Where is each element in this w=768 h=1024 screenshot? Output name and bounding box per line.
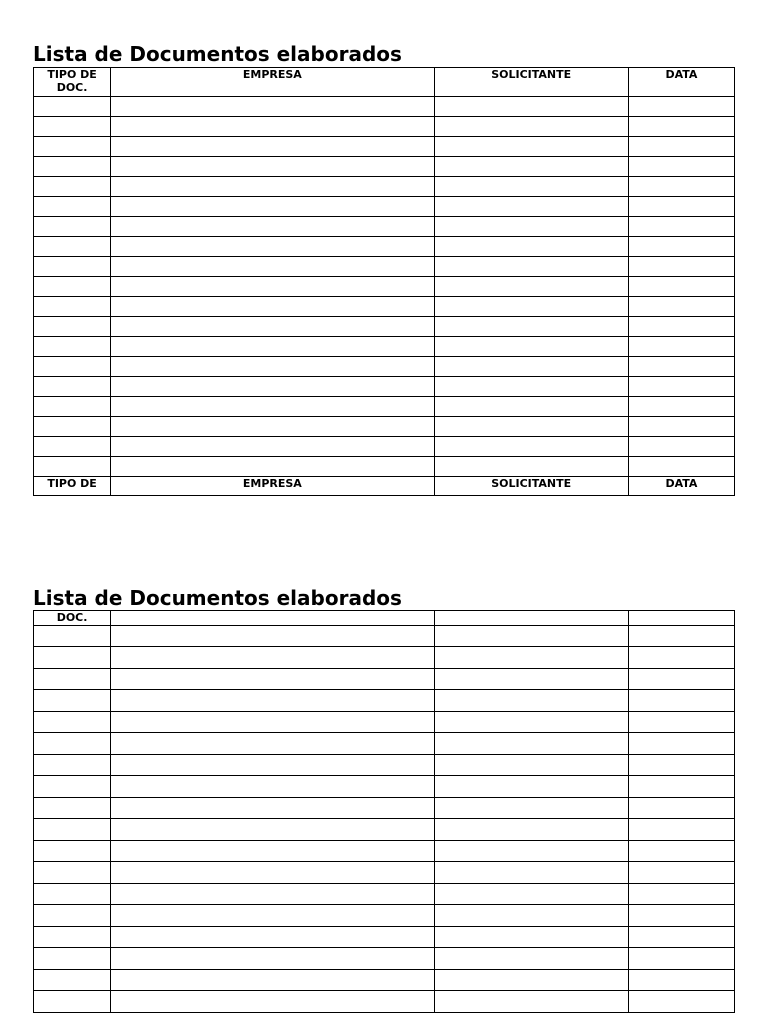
table-row xyxy=(34,991,735,1013)
cell-empresa[interactable] xyxy=(111,841,434,862)
cell-tipo[interactable] xyxy=(34,712,111,733)
cell-empresa[interactable] xyxy=(111,884,434,905)
cell-tipo[interactable] xyxy=(34,798,111,819)
cell-solicitante[interactable] xyxy=(434,297,628,317)
cell-solicitante[interactable] xyxy=(434,690,628,712)
cell-solicitante[interactable] xyxy=(434,357,628,377)
cell-empresa[interactable] xyxy=(111,297,434,317)
cell-solicitante[interactable] xyxy=(434,277,628,297)
cell-empresa[interactable] xyxy=(111,277,434,297)
cell-data[interactable] xyxy=(628,712,734,733)
cell-empresa[interactable] xyxy=(111,626,434,647)
table-row xyxy=(34,862,735,884)
cell-data[interactable] xyxy=(628,337,734,357)
table-row xyxy=(34,905,735,927)
cell-empresa[interactable] xyxy=(111,137,434,157)
table-row xyxy=(34,197,735,217)
table-row xyxy=(34,337,735,357)
table-row xyxy=(34,776,735,798)
cell-solicitante[interactable] xyxy=(434,377,628,397)
cell-data[interactable] xyxy=(628,457,734,477)
column-header-data xyxy=(628,611,734,626)
cell-data[interactable] xyxy=(628,755,734,776)
cell-empresa[interactable] xyxy=(111,117,434,137)
cell-tipo[interactable] xyxy=(34,841,111,862)
cell-empresa[interactable] xyxy=(111,776,434,798)
cell-solicitante[interactable] xyxy=(434,97,628,117)
cell-data[interactable] xyxy=(628,970,734,991)
cell-solicitante[interactable] xyxy=(434,970,628,991)
cell-tipo[interactable] xyxy=(34,819,111,841)
cell-solicitante[interactable] xyxy=(434,948,628,970)
table-row xyxy=(34,690,735,712)
cell-solicitante[interactable] xyxy=(434,669,628,690)
cell-empresa[interactable] xyxy=(111,197,434,217)
cell-tipo[interactable] xyxy=(34,927,111,948)
table-row xyxy=(34,948,735,970)
cell-empresa[interactable] xyxy=(111,755,434,776)
cell-empresa[interactable] xyxy=(111,927,434,948)
cell-tipo[interactable] xyxy=(34,337,111,357)
cell-tipo[interactable] xyxy=(34,277,111,297)
table-row xyxy=(34,237,735,257)
table-row xyxy=(34,357,735,377)
cell-solicitante[interactable] xyxy=(434,417,628,437)
cell-tipo[interactable] xyxy=(34,991,111,1013)
cell-empresa[interactable] xyxy=(111,991,434,1013)
cell-tipo[interactable] xyxy=(34,733,111,755)
cell-tipo[interactable] xyxy=(34,397,111,417)
cell-tipo[interactable] xyxy=(34,377,111,397)
cell-tipo[interactable] xyxy=(34,197,111,217)
cell-data[interactable] xyxy=(628,177,734,197)
cell-empresa[interactable] xyxy=(111,437,434,457)
cell-data[interactable] xyxy=(628,884,734,905)
table-row xyxy=(34,755,735,776)
cell-solicitante[interactable] xyxy=(434,712,628,733)
cell-data[interactable] xyxy=(628,647,734,669)
table-row xyxy=(34,733,735,755)
cell-data[interactable] xyxy=(628,819,734,841)
cell-tipo[interactable] xyxy=(34,755,111,776)
cell-solicitante[interactable] xyxy=(434,862,628,884)
cell-solicitante[interactable] xyxy=(434,337,628,357)
table-row xyxy=(34,97,735,117)
cell-empresa[interactable] xyxy=(111,862,434,884)
cell-tipo[interactable] xyxy=(34,137,111,157)
cell-tipo[interactable] xyxy=(34,117,111,137)
cell-empresa[interactable] xyxy=(111,217,434,237)
table-row xyxy=(34,798,735,819)
cell-tipo[interactable] xyxy=(34,647,111,669)
cell-empresa[interactable] xyxy=(111,317,434,337)
cell-empresa[interactable] xyxy=(111,733,434,755)
cell-empresa[interactable] xyxy=(111,647,434,669)
cell-empresa[interactable] xyxy=(111,712,434,733)
table-row xyxy=(34,257,735,277)
cell-tipo[interactable] xyxy=(34,690,111,712)
cell-data[interactable] xyxy=(628,237,734,257)
cell-solicitante[interactable] xyxy=(434,819,628,841)
cell-solicitante[interactable] xyxy=(434,905,628,927)
cell-tipo[interactable] xyxy=(34,297,111,317)
cell-empresa[interactable] xyxy=(111,457,434,477)
cell-solicitante[interactable] xyxy=(434,177,628,197)
page-title: Lista de Documentos elaborados xyxy=(33,586,402,610)
cell-tipo[interactable] xyxy=(34,257,111,277)
cell-empresa[interactable] xyxy=(111,337,434,357)
column-header-data: DATA xyxy=(628,477,734,496)
cell-empresa[interactable] xyxy=(111,237,434,257)
table-row xyxy=(34,819,735,841)
cell-empresa[interactable] xyxy=(111,177,434,197)
cell-tipo[interactable] xyxy=(34,669,111,690)
column-header-tipo: DOC. xyxy=(34,611,111,626)
cell-data[interactable] xyxy=(628,733,734,755)
cell-data[interactable] xyxy=(628,397,734,417)
cell-tipo[interactable] xyxy=(34,217,111,237)
cell-solicitante[interactable] xyxy=(434,237,628,257)
cell-solicitante[interactable] xyxy=(434,217,628,237)
cell-solicitante[interactable] xyxy=(434,733,628,755)
table-row xyxy=(34,177,735,197)
cell-tipo[interactable] xyxy=(34,905,111,927)
cell-data[interactable] xyxy=(628,927,734,948)
cell-data[interactable] xyxy=(628,669,734,690)
table-row xyxy=(34,117,735,137)
column-header-tipo: TIPO DE xyxy=(34,477,111,496)
table-row xyxy=(34,437,735,457)
cell-data[interactable] xyxy=(628,417,734,437)
cell-empresa[interactable] xyxy=(111,690,434,712)
cell-empresa[interactable] xyxy=(111,669,434,690)
table-row xyxy=(34,457,735,477)
cell-data[interactable] xyxy=(628,197,734,217)
cell-data[interactable] xyxy=(628,117,734,137)
cell-data[interactable] xyxy=(628,357,734,377)
cell-tipo[interactable] xyxy=(34,177,111,197)
cell-tipo[interactable] xyxy=(34,237,111,257)
cell-data[interactable] xyxy=(628,217,734,237)
cell-tipo[interactable] xyxy=(34,626,111,647)
table-row xyxy=(34,137,735,157)
column-header-solicitante: SOLICITANTE xyxy=(434,477,628,496)
column-header-data: DATA xyxy=(628,68,734,97)
cell-tipo[interactable] xyxy=(34,884,111,905)
cell-empresa[interactable] xyxy=(111,397,434,417)
cell-empresa[interactable] xyxy=(111,377,434,397)
cell-tipo[interactable] xyxy=(34,776,111,798)
cell-solicitante[interactable] xyxy=(434,776,628,798)
table-row xyxy=(34,884,735,905)
cell-solicitante[interactable] xyxy=(434,257,628,277)
cell-data[interactable] xyxy=(628,377,734,397)
table-row xyxy=(34,417,735,437)
table-row xyxy=(34,217,735,237)
table-row xyxy=(34,669,735,690)
cell-tipo[interactable] xyxy=(34,457,111,477)
cell-solicitante[interactable] xyxy=(434,927,628,948)
table-row xyxy=(34,397,735,417)
cell-solicitante[interactable] xyxy=(434,647,628,669)
documents-table xyxy=(33,610,735,1013)
cell-solicitante[interactable] xyxy=(434,157,628,177)
cell-solicitante[interactable] xyxy=(434,397,628,417)
cell-empresa[interactable] xyxy=(111,257,434,277)
cell-data[interactable] xyxy=(628,157,734,177)
cell-solicitante[interactable] xyxy=(434,884,628,905)
table-row xyxy=(34,927,735,948)
cell-data[interactable] xyxy=(628,97,734,117)
cell-tipo[interactable] xyxy=(34,862,111,884)
table-header-row xyxy=(34,68,735,97)
cell-data[interactable] xyxy=(628,437,734,457)
cell-data[interactable] xyxy=(628,317,734,337)
cell-tipo[interactable] xyxy=(34,417,111,437)
cell-tipo[interactable] xyxy=(34,317,111,337)
table-body xyxy=(34,97,735,477)
cell-empresa[interactable] xyxy=(111,157,434,177)
column-header-empresa: EMPRESA xyxy=(111,477,434,496)
cell-solicitante[interactable] xyxy=(434,841,628,862)
table-row xyxy=(34,626,735,647)
cell-tipo[interactable] xyxy=(34,970,111,991)
cell-data[interactable] xyxy=(628,257,734,277)
cell-solicitante[interactable] xyxy=(434,437,628,457)
column-header-empresa: EMPRESA xyxy=(111,68,434,97)
table-row xyxy=(34,377,735,397)
cell-data[interactable] xyxy=(628,905,734,927)
table-row xyxy=(34,647,735,669)
cell-tipo[interactable] xyxy=(34,437,111,457)
column-header-solicitante: SOLICITANTE xyxy=(434,68,628,97)
column-header-empresa xyxy=(111,611,434,626)
cell-data[interactable] xyxy=(628,297,734,317)
cell-solicitante[interactable] xyxy=(434,317,628,337)
cell-solicitante[interactable] xyxy=(434,626,628,647)
cell-solicitante[interactable] xyxy=(434,117,628,137)
cell-data[interactable] xyxy=(628,137,734,157)
cell-data[interactable] xyxy=(628,626,734,647)
cell-tipo[interactable] xyxy=(34,157,111,177)
cell-empresa[interactable] xyxy=(111,905,434,927)
cell-empresa[interactable] xyxy=(111,97,434,117)
cell-empresa[interactable] xyxy=(111,819,434,841)
table-repeat-header-row xyxy=(34,477,735,496)
cell-solicitante[interactable] xyxy=(434,137,628,157)
cell-data[interactable] xyxy=(628,277,734,297)
cell-tipo[interactable] xyxy=(34,97,111,117)
cell-empresa[interactable] xyxy=(111,357,434,377)
cell-tipo[interactable] xyxy=(34,948,111,970)
cell-empresa[interactable] xyxy=(111,948,434,970)
table-row xyxy=(34,157,735,177)
cell-data[interactable] xyxy=(628,776,734,798)
cell-data[interactable] xyxy=(628,690,734,712)
cell-solicitante[interactable] xyxy=(434,798,628,819)
column-header-solicitante xyxy=(434,611,628,626)
table-row xyxy=(34,970,735,991)
cell-tipo[interactable] xyxy=(34,357,111,377)
cell-solicitante[interactable] xyxy=(434,991,628,1013)
cell-data[interactable] xyxy=(628,948,734,970)
cell-empresa[interactable] xyxy=(111,417,434,437)
cell-solicitante[interactable] xyxy=(434,755,628,776)
table-row xyxy=(34,297,735,317)
table-row xyxy=(34,841,735,862)
cell-empresa[interactable] xyxy=(111,798,434,819)
cell-data[interactable] xyxy=(628,991,734,1013)
cell-data[interactable] xyxy=(628,862,734,884)
page-title: Lista de Documentos elaborados xyxy=(33,42,402,66)
documents-table xyxy=(33,67,735,496)
cell-data[interactable] xyxy=(628,798,734,819)
table-row xyxy=(34,277,735,297)
column-header-tipo: TIPO DE DOC. xyxy=(34,68,111,97)
table-body xyxy=(34,626,735,1013)
cell-solicitante[interactable] xyxy=(434,457,628,477)
table-row xyxy=(34,317,735,337)
cell-solicitante[interactable] xyxy=(434,197,628,217)
table-header-row xyxy=(34,611,735,626)
cell-empresa[interactable] xyxy=(111,970,434,991)
cell-data[interactable] xyxy=(628,841,734,862)
table-row xyxy=(34,712,735,733)
